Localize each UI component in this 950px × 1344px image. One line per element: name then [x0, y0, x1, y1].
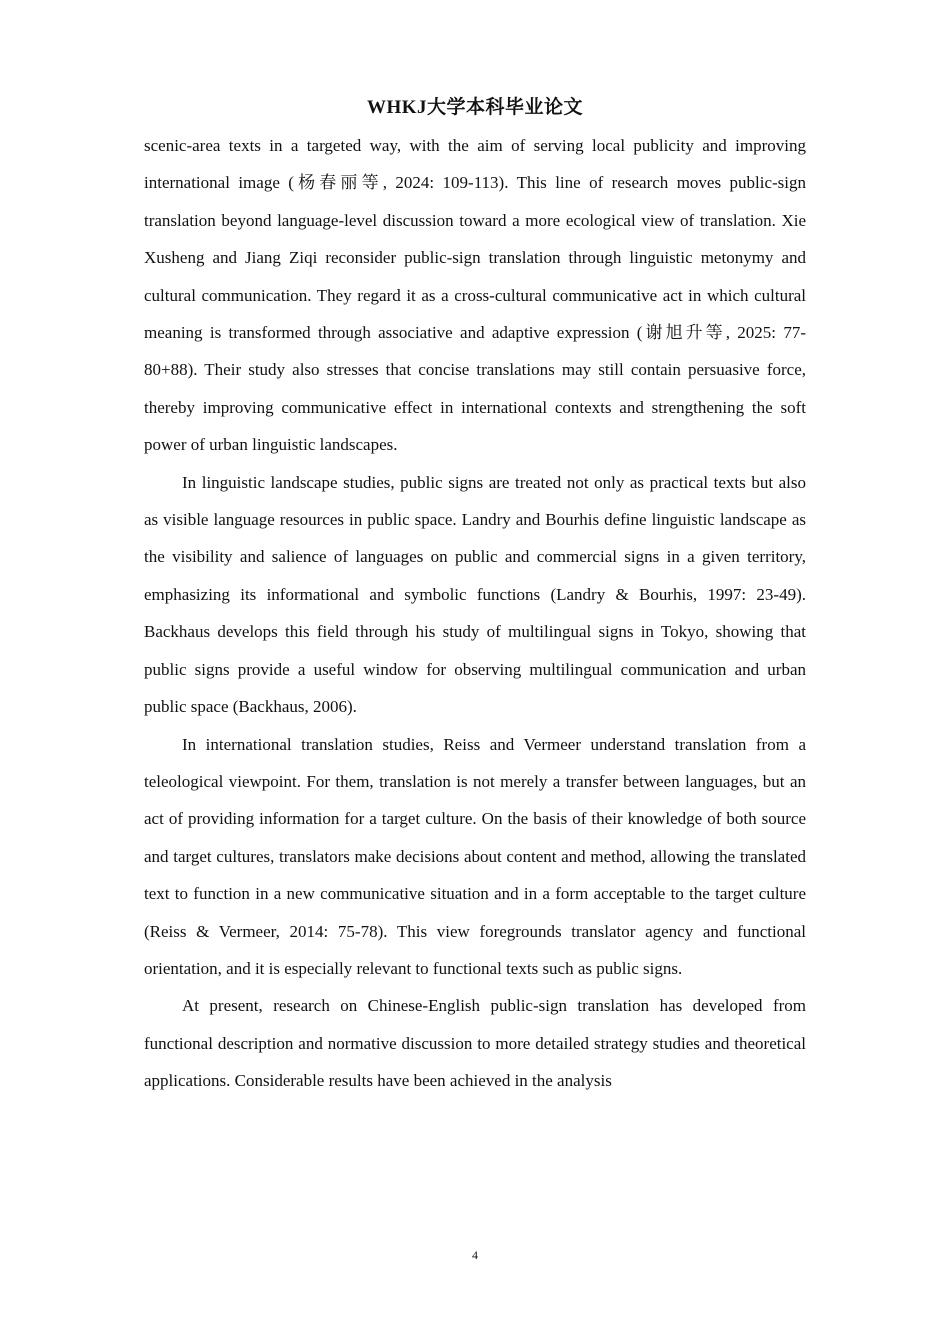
body-text [144, 127, 806, 1100]
page-number: 4 [472, 1248, 478, 1262]
page-header-title: WHKJ大学本科毕业论文 [366, 97, 584, 118]
paragraph-linguistic-landscape: In linguistic landscape studies, public signs are treated not only as practical texts but also as visible language resources in public space. Landry and Bourhis define linguistic landscape as the visibility and salience of languages on public and commercial signs in a given territory, emphasizing its informational and symbolic functions (Landry & Bourhis, 1997: 23-49). Backhaus develops this field through his study of multilingual signs in Tokyo, showing that public signs provide a useful window for observing multilingual communication and urban public space (Backhaus, 2006). [144, 472, 806, 717]
paragraph-present-research: At present, research on Chinese-English public-sign translation has developed from functional description and normative discussion to more detailed strategy studies and theoretical applications. Considerable results have been achieved in the analysis [144, 996, 806, 1091]
paragraph-continuation: scenic-area texts in a targeted way, with the aim of serving local publicity and improving international image (杨春丽等, 2024: 109-113). This line of research moves public-sign translation beyond language-level discussion toward a more ecological view of translation. Xie Xusheng and Jiang Ziqi reconsider public-sign translation through linguistic metonymy and cultural communication. They regard it as a cross-cultural communicative act in which cultural meaning is transformed through associative and adaptive expression (谢旭升等, 2025: 77-80+88). Their study also stresses that concise translations may still contain persuasive force, thereby improving communicative effect in international contexts and strengthening the soft power of urban linguistic landscapes. [144, 136, 806, 455]
paragraph-international-translation: In international translation studies, Reiss and Vermeer understand translation from a teleological viewpoint. For them, translation is not merely a transfer between languages, but an act of providing information for a target culture. On the basis of their knowledge of both source and target cultures, translators make decisions about content and method, allowing the translated text to function in a new communicative situation and in a form acceptable to the target culture (Reiss & Vermeer, 2014: 75-78). This view foregrounds translator agency and functional orientation, and it is especially relevant to functional texts such as public signs. [144, 734, 806, 978]
